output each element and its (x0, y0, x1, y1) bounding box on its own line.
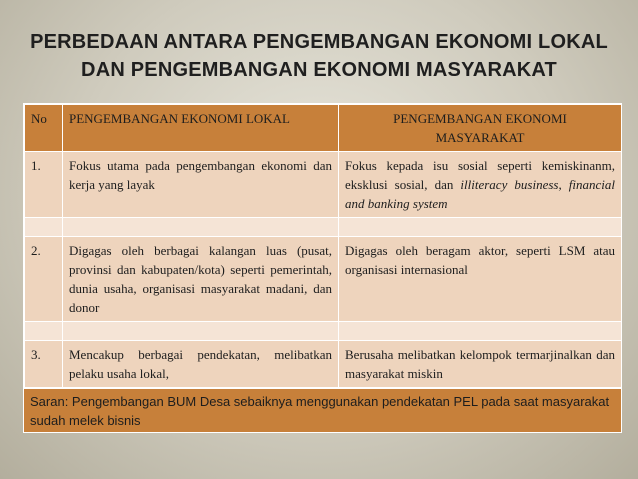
title-line-2: DAN PENGEMBANGAN EKONOMI MASYARAKAT (81, 59, 557, 81)
spacer-row (25, 322, 622, 341)
row-1-pem-italic: illiteracy business, financial and banking system (345, 177, 615, 211)
slide-title (0, 28, 638, 84)
row-2-pel: Digagas oleh berbagai kalangan luas (pusat, provinsi dan kabupaten/kota) seperti pemerintah, dunia usaha, organisasi masyarakat madani, dan donor (63, 237, 339, 322)
table-row (25, 237, 622, 322)
row-1-pem (339, 152, 622, 218)
header-pem (339, 105, 622, 152)
header-pem-line-2: MASYARAKAT (435, 130, 525, 145)
table-row (25, 341, 622, 388)
row-3-pel: Mencakup berbagai pendekatan, melibatkan pelaku usaha lokal, (63, 341, 339, 388)
header-no: No (25, 105, 63, 152)
row-2-pem: Digagas oleh beragam aktor, seperti LSM atau organisasi internasional (339, 237, 622, 322)
row-1-pem-text: Fokus kepada isu sosial seperti kemiskinanm, eksklusi sosial, dan (345, 158, 615, 192)
header-pem-line-1: PENGEMBANGAN EKONOMI (393, 111, 567, 126)
suggestion-note: Saran: Pengembangan BUM Desa sebaiknya menggunakan pendekatan PEL pada saat masyarakat sudah melek bisnis (24, 388, 621, 432)
comparison-table (23, 103, 622, 433)
header-pel: PENGEMBANGAN EKONOMI LOKAL (63, 105, 339, 152)
row-3-pem: Berusaha melibatkan kelompok termarjinalkan dan masyarakat miskin (339, 341, 622, 388)
table-row (25, 152, 622, 218)
row-3-no: 3. (25, 341, 63, 388)
row-2-no: 2. (25, 237, 63, 322)
row-1-no: 1. (25, 152, 63, 218)
title-line-1: PERBEDAAN ANTARA PENGEMBANGAN EKONOMI LOKAL (30, 31, 608, 53)
row-1-pel: Fokus utama pada pengembangan ekonomi dan kerja yang layak (63, 152, 339, 218)
table-header-row (25, 105, 622, 152)
spacer-row (25, 218, 622, 237)
